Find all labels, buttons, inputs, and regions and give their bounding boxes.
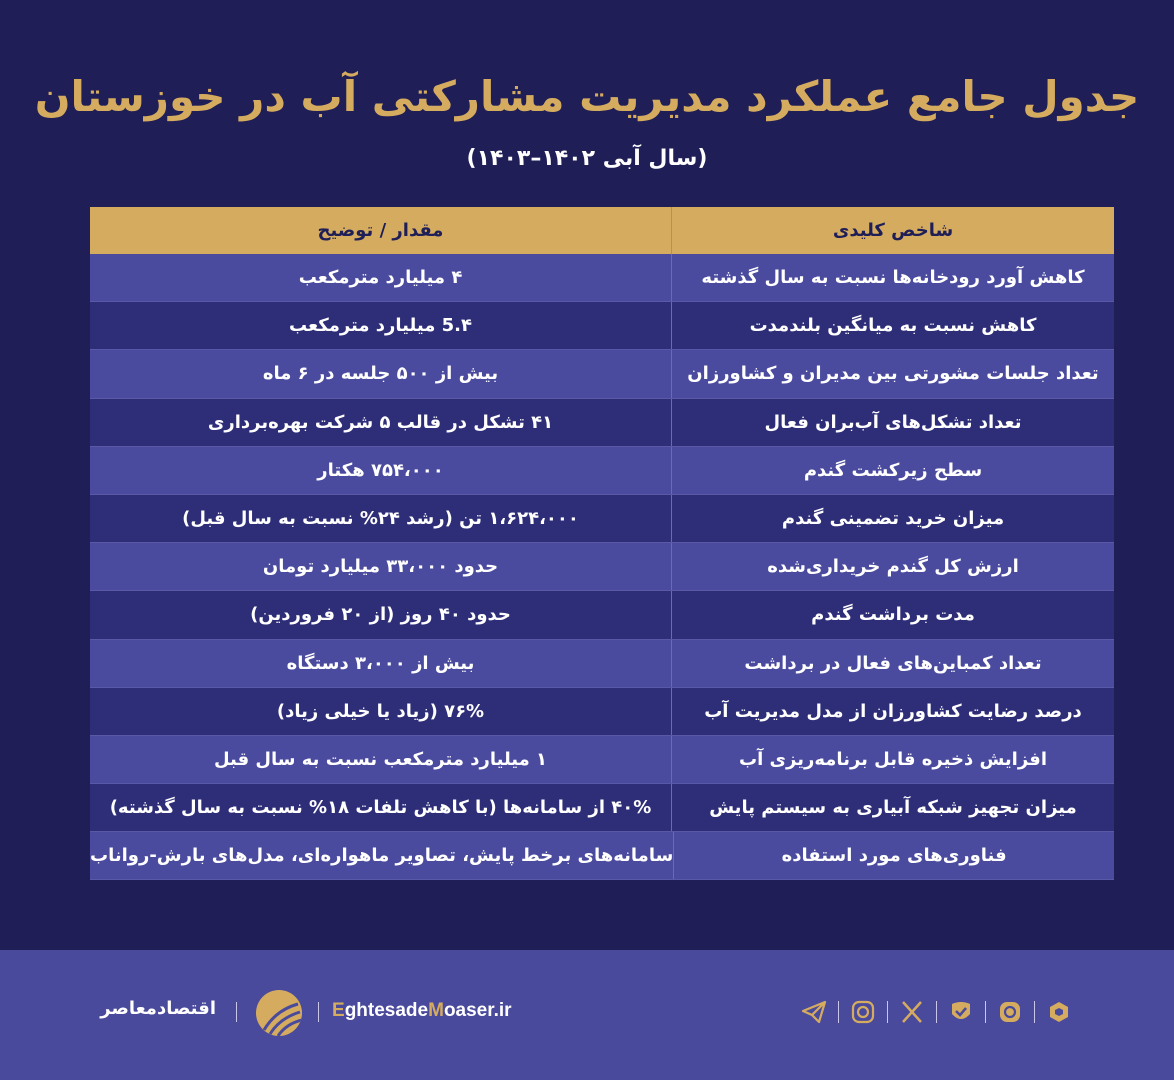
row-value: ۱ میلیارد مترمکعب نسبت به سال قبل <box>213 748 548 770</box>
table-header <box>90 207 1114 254</box>
table-row <box>90 543 1114 591</box>
social-icons <box>800 998 1073 1026</box>
table-row <box>90 302 1114 350</box>
row-value: ۷۵۴،۰۰۰ هکتار <box>317 459 444 481</box>
table-row <box>90 447 1114 495</box>
row-key: مدت برداشت گندم <box>671 591 1114 638</box>
row-key: سطح زیرکشت گندم <box>671 447 1114 494</box>
brand-logo-icon <box>256 990 302 1036</box>
row-key: تعداد تشکل‌های آب‌بران فعال <box>671 399 1114 446</box>
x-icon[interactable] <box>898 998 926 1026</box>
table-row <box>90 399 1114 447</box>
row-value: ۴۰% از سامانه‌ها (با کاهش تلفات ۱۸% نسبت به سال گذشته) <box>109 797 652 819</box>
row-value: ۴ میلیارد مترمکعب <box>298 267 463 289</box>
brand-name: اقتصادمعاصر <box>100 998 216 1019</box>
header-value: مقدار / توضیح <box>317 220 444 241</box>
divider <box>318 1002 319 1022</box>
table-row <box>90 495 1114 543</box>
row-key: ارزش کل گندم خریداری‌شده <box>671 543 1114 590</box>
row-value: حدود ۳۳،۰۰۰ میلیارد تومان <box>262 556 499 578</box>
table-row <box>90 591 1114 639</box>
row-value: 5.۴ میلیارد مترمکعب <box>289 315 472 337</box>
row-key: کاهش آورد رودخانه‌ها نسبت به سال گذشته <box>671 254 1114 301</box>
row-value: ۱،۶۲۴،۰۰۰ تن (رشد ۲۴% نسبت به سال قبل) <box>182 508 579 530</box>
row-key: درصد رضایت کشاورزان از مدل مدیریت آب <box>671 688 1114 735</box>
table-row <box>90 254 1114 302</box>
page-title: جدول جامع عملکرد مدیریت مشارکتی آب در خوزستان <box>34 72 1140 121</box>
row-value: حدود ۴۰ روز (از ۲۰ فروردین) <box>250 604 511 626</box>
table-row <box>90 784 1114 832</box>
row-key: کاهش نسبت به میانگین بلندمدت <box>671 302 1114 349</box>
eitaa-icon[interactable] <box>996 998 1024 1026</box>
row-value: بیش از ۳،۰۰۰ دستگاه <box>286 652 475 674</box>
website-link[interactable]: EghtesadeMoaser.ir <box>332 1000 512 1021</box>
table-row <box>90 350 1114 398</box>
verified-icon[interactable] <box>947 998 975 1026</box>
row-value: ۴۱ تشکل در قالب ۵ شرکت بهره‌برداری <box>207 411 554 433</box>
header-key: شاخص کلیدی <box>671 207 1114 254</box>
divider <box>236 1002 237 1022</box>
table-row <box>90 688 1114 736</box>
telegram-icon[interactable] <box>800 998 828 1026</box>
row-key: فناوری‌های مورد استفاده <box>673 832 1114 879</box>
table-row <box>90 640 1114 688</box>
footer <box>0 950 1174 1080</box>
row-key: میزان خرید تضمینی گندم <box>671 495 1114 542</box>
row-value: ۷۶% (زیاد یا خیلی زیاد) <box>276 700 485 722</box>
row-key: افزایش ذخیره قابل برنامه‌ریزی آب <box>671 736 1114 783</box>
row-key: تعداد جلسات مشورتی بین مدیران و کشاورزان <box>671 350 1114 397</box>
performance-table <box>90 207 1114 880</box>
row-key: میزان تجهیز شبکه آبیاری به سیستم پایش <box>671 784 1114 831</box>
instagram-icon[interactable] <box>849 998 877 1026</box>
page-subtitle: (سال آبی ۱۴۰۲–۱۴۰۳) <box>466 146 708 171</box>
table-row <box>90 832 1114 880</box>
row-value: سامانه‌های برخط پایش، تصاویر ماهواره‌ای، مدل‌های بارش-رواناب <box>90 845 674 867</box>
table-row <box>90 736 1114 784</box>
row-key: تعداد کمباین‌های فعال در برداشت <box>671 640 1114 687</box>
rubika-icon[interactable] <box>1045 998 1073 1026</box>
row-value: بیش از ۵۰۰ جلسه در ۶ ماه <box>262 363 499 385</box>
